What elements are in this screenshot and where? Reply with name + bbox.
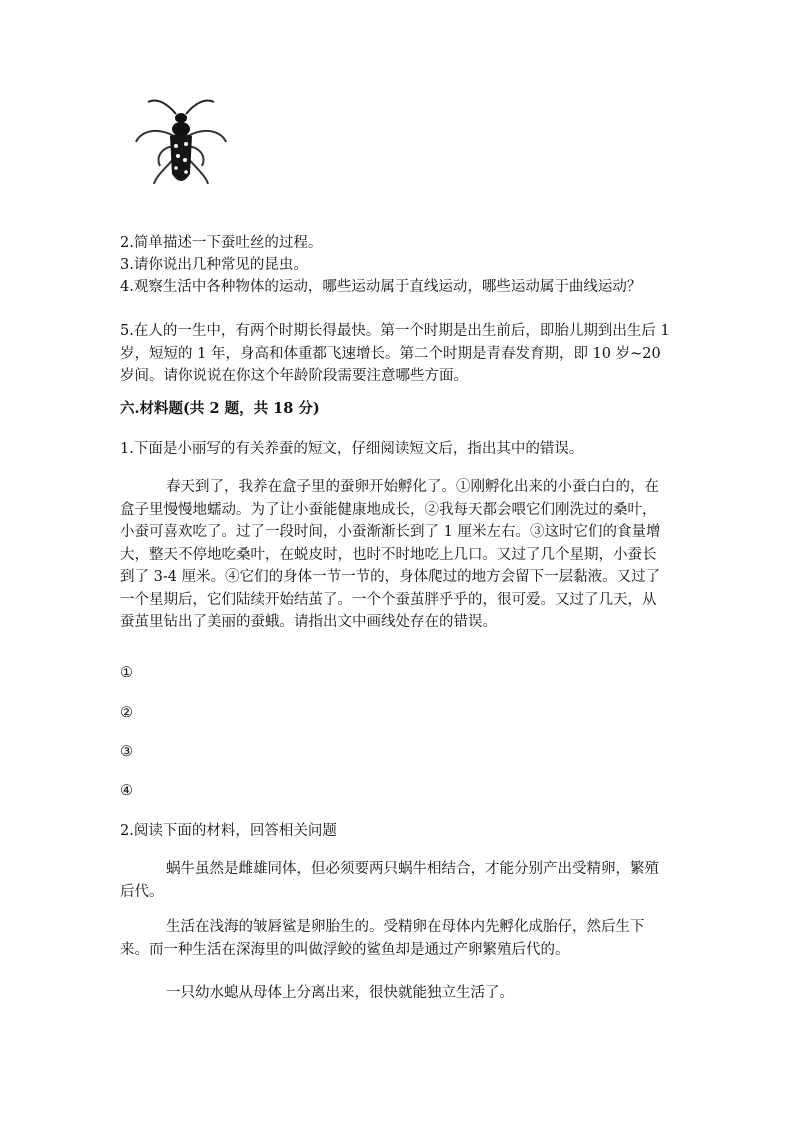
material-question-1-passage: 春天到了，我养在盒子里的蚕卵开始孵化了。①刚孵化出来的小蚕白白的，在盒子里慢慢地蠕动。为了让小蚕能健康地成长，②我每天都会喂它们刚洗过的桑叶，小蚕可喜欢吃了。过了一段时间，小蚕渐渐长到了 1 厘米左右。③这时它们的食量增大，整天不停地吃桑叶，在蜕皮时，也时不时地吃上几口。又过了几个星期，小蚕长到了 3-4 厘米。④它们的身体一节一节的，身体爬过的地方会留下一层黏液。又过了一个星期后，它们陆续开始结茧了。一个个蚕茧胖乎乎的，很可爱。又过了几天，从蚕茧里钻出了美丽的蚕蛾。请指出文中画线处存在的错误。 bbox=[120, 479, 661, 630]
question-5: 5.在人的一生中，有两个时期长得最快。第一个时期是出生前后，即胎儿期到出生后 1 岁，短短的 1 年，身高和体重都飞速增长。第二个时期是青春发育期，即 10 岁~20 岁间。请你说说在你这个年龄阶段需要注意哪些方面。 bbox=[120, 323, 670, 384]
beetle-icon bbox=[126, 96, 242, 192]
material-question-2-paragraph-3: 一只幼水螅从母体上分离出来，很快就能独立生活了。 bbox=[166, 985, 514, 1001]
answer-marker-3: ③ bbox=[120, 744, 133, 760]
question-4: 4.观察生活中各种物体的运动，哪些运动属于直线运动，哪些运动属于曲线运动？ bbox=[120, 279, 642, 295]
section-title: 六.材料题(共 2 题，共 18 分) bbox=[120, 400, 320, 417]
question-3: 3.请你说出几种常见的昆虫。 bbox=[120, 257, 308, 273]
answer-marker-2: ② bbox=[120, 705, 133, 721]
answer-marker-4: ④ bbox=[120, 783, 133, 799]
material-question-2-paragraph-2: 生活在浅海的皱唇鲨是卵胎生的。受精卵在母体内先孵化成胎仔，然后生下来。而一种生活在深海里的叫做浮鲛的鲨鱼却是通过产卵繁殖后代的。 bbox=[120, 919, 645, 958]
material-question-1-prompt: 1.下面是小丽写的有关养蚕的短文，仔细阅读短文后，指出其中的错误。 bbox=[120, 441, 584, 457]
material-question-2-prompt: 2.阅读下面的材料，回答相关问题 bbox=[120, 823, 337, 839]
answer-marker-1: ① bbox=[120, 665, 133, 681]
question-2: 2.简单描述一下蚕吐丝的过程。 bbox=[120, 235, 323, 251]
material-question-2-paragraph-1: 蜗牛虽然是雌雄同体，但必须要两只蜗牛相结合，才能分别产出受精卵，繁殖后代。 bbox=[120, 861, 659, 900]
